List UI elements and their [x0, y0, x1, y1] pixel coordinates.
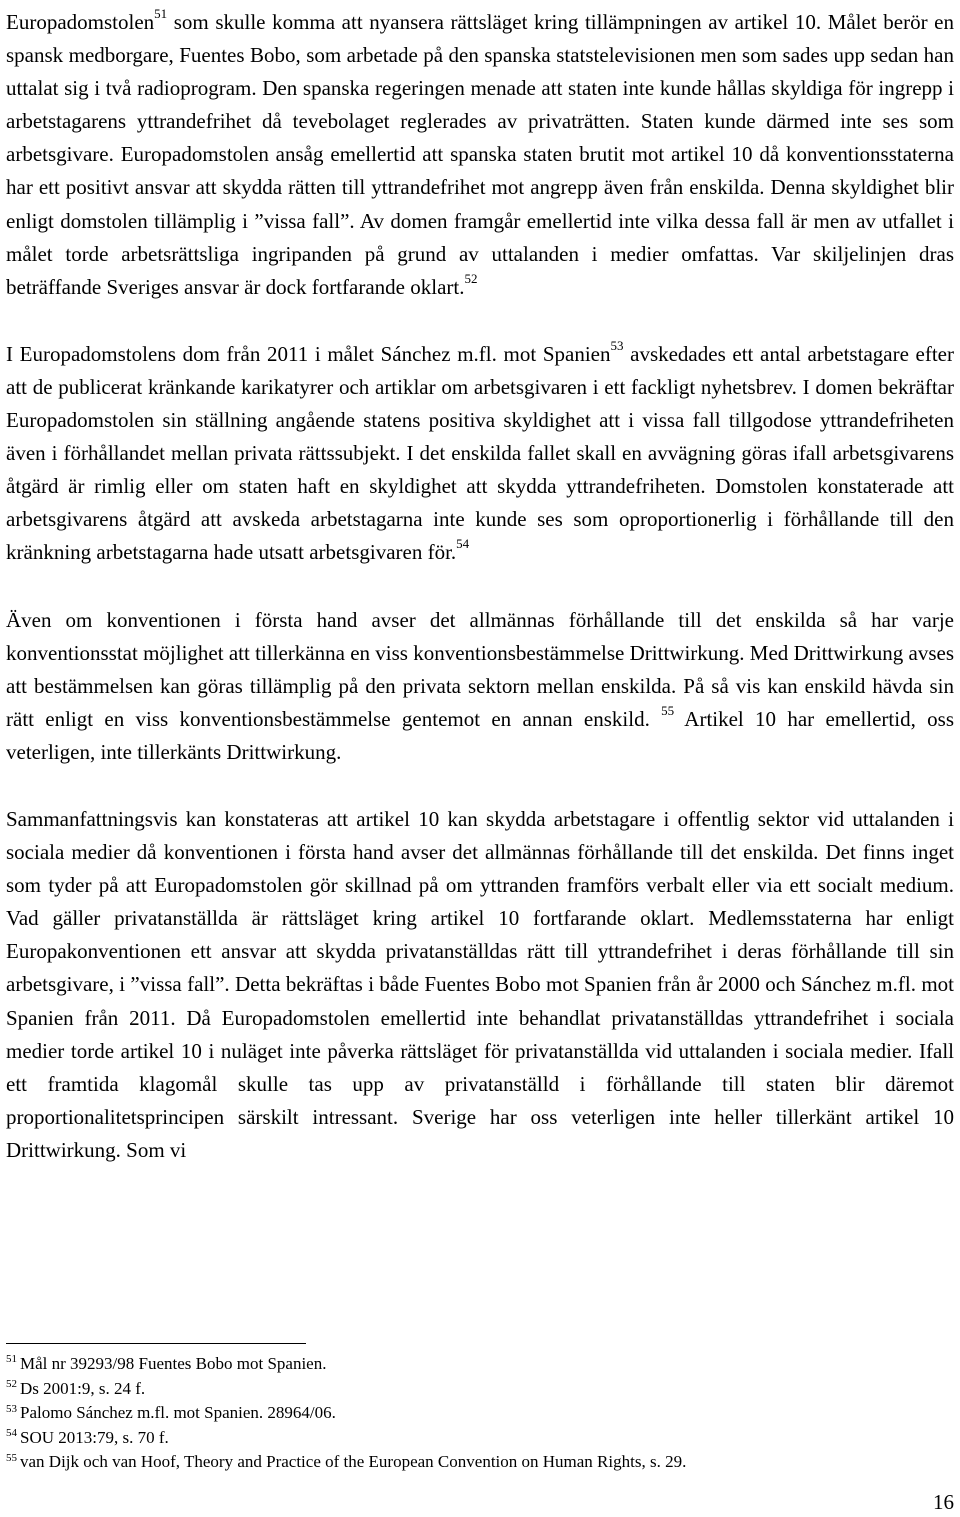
footnote-divider	[6, 1343, 306, 1344]
paragraph-text: Artikel 10 har emellertid, oss veterligen, inte tillerkänts Drittwirkung.	[6, 706, 954, 764]
footnote-reference[interactable]: 55	[661, 702, 675, 718]
footnote-reference[interactable]: 52	[464, 270, 478, 286]
footnote-number: 55	[6, 1451, 17, 1464]
footnote-text: Ds 2001:9, s. 24 f.	[20, 1378, 146, 1398]
footnote-number: 51	[6, 1353, 17, 1366]
footnote-reference[interactable]: 54	[456, 536, 470, 552]
body-paragraph	[6, 803, 954, 1167]
paragraph-text: Även om konventionen i första hand avser det allmännas förhållande till det enskilda så har varje konventionsstat möjlighet att tillerkänna en viss konventionsbestämmelse Drittwirkung. Med Drittwirkung avses att bestämmelsen kan göras tillämplig på den privata sektorn mellan enskilda. På så vis kan enskild hävda sin rätt enligt en viss konventionsbestämmelse gentemot en annan enskild.	[6, 607, 954, 731]
footnote-text: Mål nr 39293/98 Fuentes Bobo mot Spanien.	[20, 1354, 327, 1373]
footnote-53	[6, 1401, 954, 1426]
paragraph-text: Sammanfattningsvis kan konstateras att artikel 10 kan skydda arbetstagare i offentlig sektor vid uttalanden i sociala medier då konventionen i första hand avser det allmännas förhållande till det enskilda. Det finns inget som tyder på att Europadomstolen gör skillnad på om yttranden framförs verbalt eller via ett socialt medium. Vad gäller privatanställda är rättsläget kring artikel 10 fortfarande oklart. Medlemsstaterna har enligt Europakonventionen ett ansvar att skydda privatanställdas rätt till yttrandefrihet i deras förhållande till sin arbetsgivare, i ”vissa fall”. Detta bekräftas i både Fuentes Bobo mot Spanien från år 2000 och Sánchez m.fl. mot Spanien från 2011. Då Europadomstolen emellertid inte behandlat privatanställdas yttrandefrihet i sociala medier torde artikel 10 i nuläget inte påverka rättsläget för privatanställda vid uttalanden i sociala medier. Ifall ett framtida klagomål skulle tas upp av privatanställd i förhållande till staten blir däremot proportionalitetsprincipen särskilt intressant. Sverige har oss veterligen inte heller tillerkänt artikel 10 Drittwirkung. Som vi	[6, 806, 954, 1162]
footnote-54	[6, 1426, 954, 1451]
footnote-number: 54	[6, 1427, 17, 1440]
footnote-reference[interactable]: 53	[610, 337, 624, 353]
footnote-reference[interactable]: 51	[154, 6, 168, 21]
body-paragraph	[6, 6, 954, 304]
paragraph-text: som skulle komma att nyansera rättsläget kring tillämpningen av artikel 10. Målet berör en spansk medborgare, Fuentes Bobo, som arbetade på den spanska statstelevisionen men som sades upp sedan han uttalat sig i två radioprogram. Den spanska regeringen menade att staten inte kunde hållas skyldiga för ingrepp i arbetstagarens yttrandefrihet då tevebolaget reglerades av privaträtten. Staten kunde därmed inte ses som arbetsgivare. Europadomstolen ansåg emellertid att spanska staten brutit mot artikel 10 då konventionsstaterna har ett positivt ansvar att skydda rätten till yttrandefrihet mot angrepp även från enskilda. Denna skyldighet blir enligt domstolen tillämplig i ”vissa fall”. Av domen framgår emellertid inte vilka dessa fall är men av utfallet i målet torde arbetsrättsliga ingripanden på grund av uttalanden i medier omfattas. Var skiljelinjen dras beträffande Sveriges ansvar är dock fortfarande oklart.	[6, 10, 954, 299]
paragraph-text: I Europadomstolens dom från 2011 i målet Sánchez m.fl. mot Spanien	[6, 341, 611, 366]
body-paragraph	[6, 604, 954, 769]
footnote-52	[6, 1377, 954, 1402]
footnote-text: van Dijk och van Hoof, Theory and Practice of the European Convention on Human Rights, s. 29.	[20, 1452, 687, 1472]
footnotes	[6, 1352, 954, 1475]
body-paragraph	[6, 338, 954, 570]
page-number: 16	[933, 1490, 954, 1514]
paragraph-text: avskedades ett antal arbetstagare efter att de publicerat kränkande karikatyrer och artiklar om arbetsgivaren i ett fackligt nyhetsbrev. I domen bekräftar Europadomstolen sin ställning angående statens positiva skyldighet att i vissa fall tillgodose yttrandefriheten även i förhållandet mellan privata rättssubjekt. I det enskilda fallet skall en avvägning göras ifall arbetsgivarens åtgärd är rimlig eller om staten haft en skyldighet att skydda yttrandefriheten. Domstolen konstaterade att arbetsgivarens åtgärd att avskeda arbetstagarna inte kunde ses som oproportionerlig i förhållande till den kränkning arbetstagarna hade utsatt arbetsgivaren för.	[6, 341, 954, 565]
footnote-55	[6, 1450, 954, 1475]
document-page	[6, 6, 954, 1167]
footnote-number: 53	[6, 1402, 17, 1415]
footnote-51	[6, 1352, 954, 1377]
footnote-text: SOU 2013:79, s. 70 f.	[20, 1427, 169, 1447]
footnote-text: Palomo Sánchez m.fl. mot Spanien. 28964/06.	[20, 1403, 336, 1423]
footnote-number: 52	[6, 1377, 17, 1390]
paragraph-text: Europadomstolen	[6, 10, 155, 34]
